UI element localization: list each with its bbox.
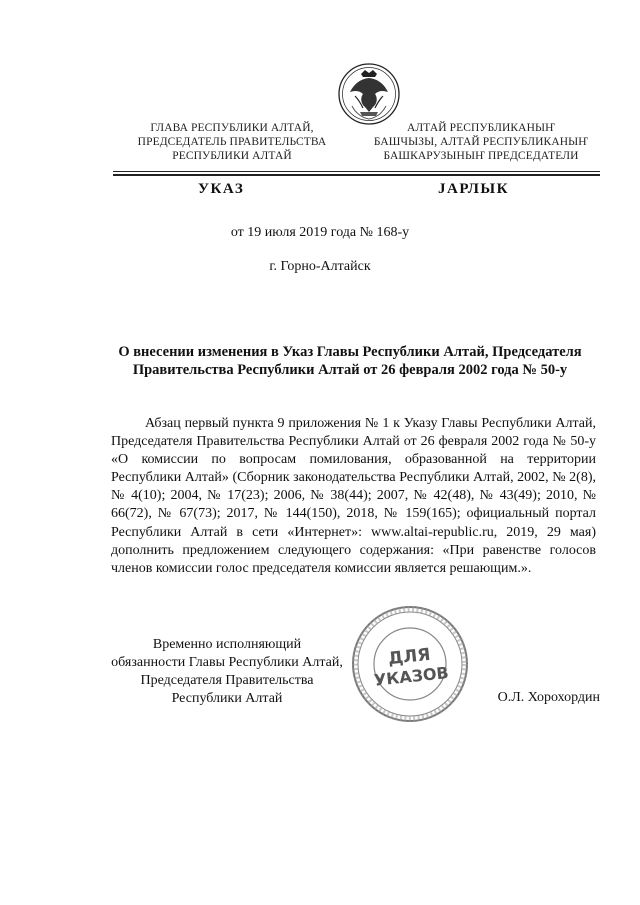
header-left-line: РЕСПУБЛИКИ АЛТАЙ bbox=[172, 150, 292, 162]
signature-position bbox=[96, 636, 358, 708]
doc-subject: О внесении изменения в Указ Главы Республики Алтай, Председателя Правительства Республики Алтай от 26 февраля 2002 года № 50-у bbox=[118, 344, 582, 378]
doc-title-alt: ЈАРЛЫК bbox=[438, 181, 510, 197]
doc-title-ru: УКАЗ bbox=[198, 181, 245, 197]
seal-stamp-icon bbox=[350, 604, 470, 724]
header-divider-thin bbox=[113, 171, 600, 172]
coat-of-arms-icon bbox=[330, 60, 408, 128]
stamp-text-bottom: УКАЗОВ bbox=[373, 663, 450, 690]
header-right bbox=[346, 121, 616, 163]
stamp-text-top: ДЛЯ bbox=[387, 644, 432, 670]
doc-city: г. Горно-Алтайск bbox=[269, 259, 371, 274]
header-right-line: АЛТАЙ РЕСПУБЛИКАНЫҤ bbox=[407, 122, 555, 134]
signature-line: Временно исполняющий bbox=[152, 637, 302, 652]
signature-line: обязанности Главы Республики Алтай, bbox=[111, 655, 343, 670]
header-left-line: ПРЕДСЕДАТЕЛЬ ПРАВИТЕЛЬСТВА bbox=[137, 136, 327, 148]
header-left-line: ГЛАВА РЕСПУБЛИКИ АЛТАЙ, bbox=[150, 122, 314, 134]
header-left bbox=[112, 121, 352, 163]
header-divider-thick bbox=[113, 174, 600, 176]
header-right-line: БАШКАРУЗЫНЫҤ ПРЕДСЕДАТЕЛИ bbox=[383, 150, 579, 162]
doc-body: Абзац первый пункта 9 приложения № 1 к Указу Главы Республики Алтай, Председателя Правительства Республики Алтай от 26 февраля 2002 года № 50-у «О комиссии по вопросам помилования, образованной на территории Республики Алтай» (Сборник законодательства Республики Алтай, 2002, № 2(8), № 4(10); 2004, № 17(23); 2006, № 38(44); 2007, № 42(48), № 43(49); 2010, № 66(72), № 67(73); 2017, № 144(150), 2018, № 159(165); официальный портал Республики Алтай в сети «Интернет»: www.altai-republic.ru, 2019, 29 мая) дополнить предложением следующего содержания: «При равенстве голосов членов комиссии голос председателя комиссии является решающим.». bbox=[111, 416, 596, 576]
signer-name: О.Л. Хорохордин bbox=[497, 690, 600, 705]
signature-line: Председателя Правительства bbox=[140, 673, 314, 688]
signature-line: Республики Алтай bbox=[171, 691, 283, 706]
header-right-line: БАШЧЫЗЫ, АЛТАЙ РЕСПУБЛИКАНЫҤ bbox=[373, 136, 589, 148]
doc-date: от 19 июля 2019 года № 168-у bbox=[230, 225, 410, 240]
